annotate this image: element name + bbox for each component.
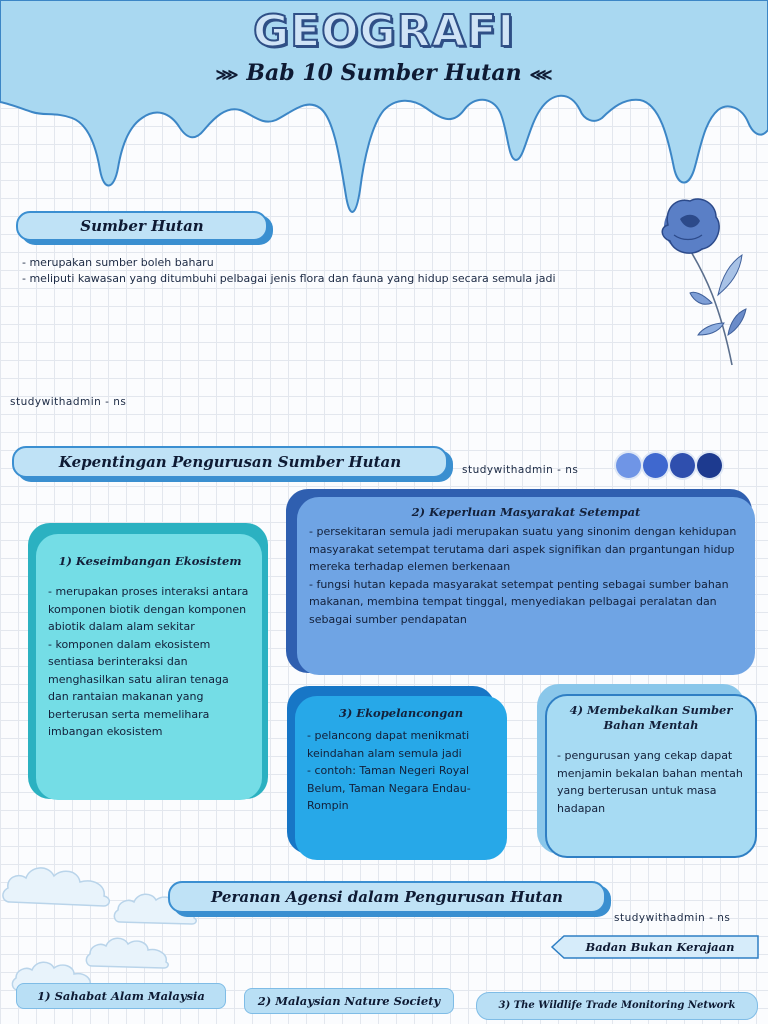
blue-flower-icon xyxy=(650,195,750,370)
author-signature: studywithadmin - ns xyxy=(614,912,731,924)
agency-malaysian-nature-society xyxy=(244,988,454,1014)
author-signature: studywithadmin - ns xyxy=(462,464,579,476)
section-heading-text: Sumber Hutan xyxy=(80,217,204,235)
card-body: - merupakan proses interaksi antara komponen biotik dengan komponen abiotik dalam alam sekitar - komponen dalam ekosistem sentiasa berinteraksi dan menghasilkan satu aliran tenaga dan rantaian makanan yang berterusan serta memelihara imbangan ekosistem xyxy=(48,585,249,738)
agency-label: 2) Malaysian Nature Society xyxy=(257,994,441,1008)
subtitle-text: Bab 10 Sumber Hutan xyxy=(246,60,522,86)
cloud-icon xyxy=(0,860,118,910)
card-body: - persekitaran semula jadi merupakan suatu yang sinonim dengan kehidupan masyarakat setempat terutama dari aspek signifikan dan prgantungan hidup mereka terhadap elemen berkenaan - fungsi hutan kepada masyarakat setempat penting sebagai sumber bahan makanan, membina tempat tinggal, menyediakan pelbagai peralatan dan sebagai sumber pendapatan xyxy=(309,525,737,626)
card-title: 3) Ekopelancongan xyxy=(338,706,464,720)
card-body: - pengurusan yang cekap dapat menjamin bekalan bahan mentah yang berterusan untuk masa hadapan xyxy=(557,749,743,815)
palette-swatch xyxy=(697,453,722,478)
palette-swatch xyxy=(643,453,668,478)
arrow-deco-left-icon: ⋙ xyxy=(215,65,239,84)
card-bahan-mentah xyxy=(545,694,757,858)
page-title: GEOGRAFI xyxy=(252,6,516,57)
cloud-icon xyxy=(84,930,170,972)
palette-swatch xyxy=(616,453,641,478)
card-body: - pelancong dapat menikmati keindahan alam semula jadi - contoh: Taman Negeri Royal Belum, Taman Negara Endau-Rompin xyxy=(307,729,471,812)
card-keseimbangan-ekosistem-content xyxy=(36,534,262,800)
palette-swatch xyxy=(670,453,695,478)
card-title: 1) Keseimbangan Ekosistem xyxy=(58,554,242,568)
definition-point: - meliputi kawasan yang ditumbuhi pelbagai jenis flora dan fauna yang hidup secara semula jadi xyxy=(22,272,556,285)
card-title: 4) Membekalkan Sumber Bahan Mentah xyxy=(569,703,733,732)
agency-traffic-network xyxy=(476,992,758,1020)
card-ekopelancongan xyxy=(295,696,507,860)
card-title: 2) Keperluan Masyarakat Setempat xyxy=(411,505,641,519)
agency-label: 3) The Wildlife Trade Monitoring Network xyxy=(498,1000,736,1011)
section-heading-text: Kepentingan Pengurusan Sumber Hutan xyxy=(58,453,402,471)
section-heading-sumber-hutan xyxy=(16,211,268,241)
agency-sahabat-alam xyxy=(16,983,226,1009)
agency-label: 1) Sahabat Alam Malaysia xyxy=(37,989,205,1003)
arrow-deco-right-icon: ⋘ xyxy=(529,65,553,84)
ngo-tag-label: Badan Bukan Kerajaan xyxy=(585,940,735,954)
card-keperluan-masyarakat xyxy=(297,497,755,675)
section-heading-peranan-agensi xyxy=(168,881,606,913)
section-heading-kepentingan xyxy=(12,446,448,478)
page-subtitle xyxy=(0,60,768,86)
author-signature: studywithadmin - ns xyxy=(10,396,127,408)
definition-point: - merupakan sumber boleh baharu xyxy=(22,256,214,269)
section-heading-text: Peranan Agensi dalam Pengurusan Hutan xyxy=(211,888,563,906)
